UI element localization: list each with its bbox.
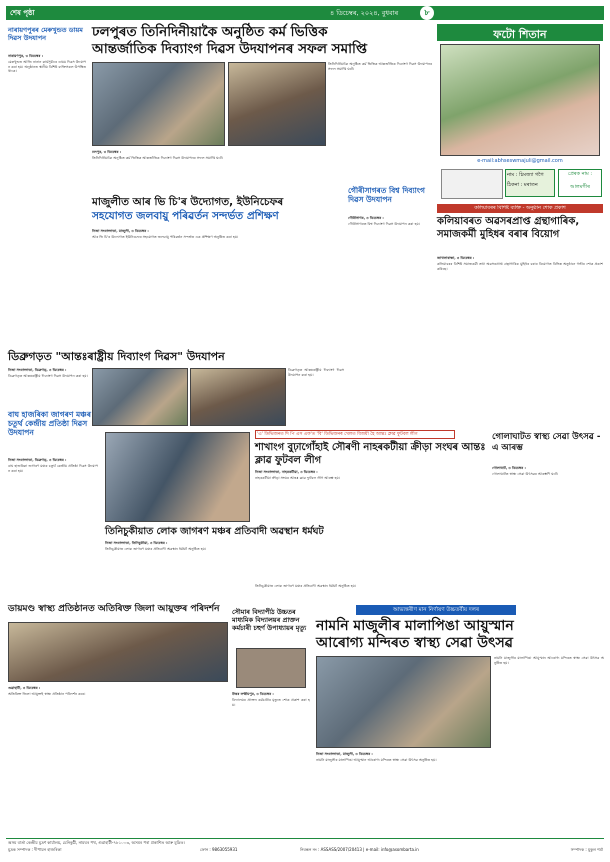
lead-headline-2: আন্তৰ্জাতিক দিব্যাংগ দিৱস উদযাপনৰ সফল সমাপ্তি bbox=[92, 41, 367, 57]
footer-publisher: মুদ্ৰক সম্পাদক : দীপায়ন হাজৰিকা bbox=[8, 847, 62, 852]
second-dateline: নিজা সংবাদদাতা, মাজুলী, ৩ ডিচেম্বৰ : bbox=[92, 229, 149, 233]
second-body: আৰ ভি চি'ৰ উদ্যোগত ইউনিচেফৰ সহযোগত জলবায়ু পৰিৱৰ্তন সন্দৰ্ভত এক প্ৰশিক্ষণ অনুষ্ঠিত কৰা হয়। bbox=[92, 235, 239, 239]
bottom-body-right: নামনি মাজুলীৰ মালাপিঙা আয়ুস্মান আৰোগ্য মন্দিৰত স্বাস্থ্য সেৱা উৎসৱ অনুষ্ঠিত হয়। bbox=[494, 656, 604, 665]
football-banner: 'এ' ডিভিজনত দি পি এস এফ'ত 'বি' ডিভিজনৰ খেলত বিজয়ী হৈ আন্তঃ ক্লাৱ ফুটবল লীগ bbox=[257, 432, 418, 437]
golaghat-dateline: গোলাঘাট, ৩ ডিচেম্বৰ : bbox=[492, 466, 526, 470]
caption-place: ঠিকনা : মৰাতন bbox=[507, 182, 538, 188]
gaurisagar-body: গৌৰীসাগৰত বিশ্ব দিব্যাংগ দিৱস উদযাপন কৰা হয়। bbox=[348, 222, 420, 226]
football-photo bbox=[105, 432, 250, 522]
diamond-body: অতিৰিক্ত জিলা আয়ুক্তই স্বাস্থ্য প্ৰতিষ্ঠান পৰিদৰ্শন কৰে। bbox=[8, 692, 86, 696]
golaghat-body: গোলাঘাটত স্বাস্থ্য সেৱা উৎসৱৰ আৰম্ভণি ঘটে। bbox=[492, 472, 559, 476]
tinsukia-body-2: তিনিচুকীয়াত লোক জাগৰণ মঞ্চৰ প্ৰতিবাদী অৱস্থান ধৰ্মঘট অনুষ্ঠিত হয়। bbox=[255, 584, 356, 588]
bash-body: বাঘ হাজৰিকা জাগৰণ মঞ্চৰ চতুৰ্থ কেন্দ্ৰীয় প্ৰতিষ্ঠা দিৱস উদযাপন কৰা হয়। bbox=[8, 464, 98, 473]
gaurisagar-dateline: গৌৰীসাগৰ, ৩ ডিচেম্বৰ : bbox=[348, 216, 384, 220]
dibrugarh-photo-1 bbox=[92, 368, 188, 426]
football-body: নাহৰকটীয়া ক্ৰীড়া সংঘৰ আন্তঃ ক্লাৱ ফুটবল লীগ আৰম্ভ হয়। bbox=[255, 476, 340, 480]
photo-section-email: e-mail:abhseswmajuli@gmail.com bbox=[477, 158, 563, 164]
lead-headline-1: ঢলপুৰত তিনিদিনীয়াকৈ অনুষ্ঠিত কৰ্ম ভিত্তিক bbox=[92, 24, 328, 40]
school-body: বিদ্যালয়ৰ প্ৰাক্তন কৰ্মচাৰীৰ মৃত্যুত শোক প্ৰকাশ কৰা হয়। bbox=[232, 698, 310, 707]
school-dateline: উত্তৰ লক্ষীমপুৰ, ৩ ডিচেম্বৰ : bbox=[232, 692, 274, 696]
lead-dateline: ঢলপুৰ, ৩ ডিচেম্বৰ : bbox=[92, 150, 122, 154]
football-dateline: নিজা সংবাদদাতা, নাহৰকটীয়া, ৩ ডিচেম্বৰ : bbox=[255, 470, 318, 474]
diamond-dateline: গুৱাহাটী, ৩ ডিচেম্বৰ : bbox=[8, 686, 41, 690]
page-number: ৮ bbox=[420, 6, 434, 20]
dibrugarh-body-2: ডিব্ৰুগড়ত আন্তঃৰাষ্ট্ৰীয় দিব্যাংগ দিৱস উদযাপন কৰা হয়। bbox=[288, 368, 344, 377]
left-col-heading: নাৰায়ণপুৰৰ মেৰুখুন্ডত ডায়ম দিৱস উদযাপন bbox=[8, 26, 83, 42]
masthead-bar bbox=[6, 6, 604, 20]
school-headline: সৌমাৰ বিদ্যাপীঠ উচ্চতৰ মাধ্যমিক বিদ্যালয়ৰ প্ৰাক্তন কৰ্মচাৰী চহুৰ্ণ উপাধ্যায়ৰ মৃত্যু bbox=[232, 608, 307, 632]
left-col-dateline: নাৰায়ণপুৰ, ৩ ডিচেম্বৰ : bbox=[8, 54, 44, 58]
lead-photo-2 bbox=[228, 62, 326, 146]
second-headline-2: সহযোগত জলবায়ু পৰিৱৰ্তন সন্দৰ্ভত প্ৰশিক্ষণ bbox=[92, 210, 279, 222]
diamond-photo bbox=[8, 622, 228, 682]
diamond-headline: ডায়মণ্ড স্বাস্থ্য প্ৰতিষ্ঠানত অতিৰিক্ত জিলা আয়ুক্তৰ পৰিদৰ্শন bbox=[8, 604, 220, 614]
section-label: শেষ পৃষ্ঠা bbox=[10, 9, 35, 17]
football-headline: শাখাংগ বুঢ়াগোঁহাই সৌৰণী নাহৰকটীয়া ক্ৰীড়া সংঘৰ আন্তঃ ক্লাৱ ফুটবল লীগ bbox=[255, 442, 486, 466]
bottom-dateline: নিজা সংবাদদাতা, মাজুলী, ৩ ডিচেম্বৰ : bbox=[316, 752, 373, 756]
dibrugarh-dateline: নিজা সংবাদদাতা, ডিব্ৰুগড়, ৩ ডিচেম্বৰ : bbox=[8, 368, 67, 372]
issue-date: ৪ ডিচেম্বৰ, ২০২৪, বুধবাৰ bbox=[330, 9, 399, 17]
photo-section-title: ফটো শিতান bbox=[493, 28, 547, 41]
bottom-body: নামনি মাজুলীৰ মালাপিঙা আয়ুস্মান আৰোগ্য মন্দিৰত স্বাস্থ্য সেৱা উৎসৱ অনুষ্ঠিত হয়। bbox=[316, 758, 437, 762]
dibrugarh-headline: ডিব্ৰুগড়ত "আন্তঃৰাষ্ট্ৰীয় দিব্যাংগ দিৱস" উদযাপন bbox=[8, 350, 225, 363]
bottom-photo bbox=[316, 656, 491, 748]
sender-name: আলমগীৰ bbox=[570, 184, 590, 190]
footer-editor: সম্পাদক : মুকুল শৰ্মা bbox=[570, 847, 603, 852]
condolence-headline: কলিয়াবৰত অৱসৰপ্ৰাপ্ত গ্ৰন্থাগাৰিক, সমাজকৰ্মী মুহিধৰ বৰাৰ বিয়োগ bbox=[437, 216, 580, 240]
lead-body: তিনিদিনীয়াকৈ অনুষ্ঠিত কৰ্ম ভিত্তিক আন্তৰ্জাতিক দিব্যাংগ দিৱস উদযাপনৰ সফল সমাপ্তি ঘটে। bbox=[92, 156, 224, 160]
photo-small-image bbox=[441, 169, 503, 199]
bash-headline: বাঘ হাজৰিকা জাগৰণ মঞ্চৰ চতুৰ্থ কেন্দ্ৰীয় প্ৰতিষ্ঠা দিৱস উদযাপন bbox=[8, 410, 91, 437]
condolence-body: কলিয়াবৰৰ বিশিষ্ট সমাজকৰ্মী তথা অৱসৰপ্ৰাপ্ত গ্ৰন্থাগাৰিক মুহিধৰ বৰাৰ বিয়োগত বিভিন্ন অনুষ্ঠানে গভীৰ শোক প্ৰকাশ কৰিছে। bbox=[437, 262, 603, 271]
sender-label: প্ৰেৰক নাম : bbox=[567, 171, 593, 177]
footer-phone: ফোন : 9863055931 bbox=[200, 847, 238, 852]
gaurisagar-headline: গৌৰীসাগৰত বিশ্ব দিব্যাংগ দিৱস উদযাপন bbox=[348, 186, 425, 204]
footer-imprint: অসম বাৰ্তা কেন্দ্ৰীয় মুদ্ৰণ কাৰ্যালয়, চেনিকুঠী, নামঘৰ পথ, গুৱাহাটী-৭৮১০০৩, অসমৰ পৰা প্ৰকাশিত আৰু মুদ্ৰিত। bbox=[8, 840, 185, 845]
lead-photo-1 bbox=[92, 62, 225, 146]
bottom-kicker: আভ্যন্তৰীণ মান নিৰ্ণায়ণ উচ্চতৰ্বীয় দলৰ bbox=[393, 607, 479, 613]
photo-section-image bbox=[440, 44, 600, 156]
golaghat-headline: গোলাঘাটত স্বাস্থ্য সেৱা উৎসৱ - এ আৰম্ভ bbox=[492, 432, 601, 453]
tinsukia-headline: তিনিচুকীয়াত লোক জাগৰণ মঞ্চৰ প্ৰতিবাদী অৱস্থান ধৰ্মঘট bbox=[105, 526, 324, 537]
school-portrait bbox=[236, 648, 306, 688]
dibrugarh-body: ডিব্ৰুগড়ত আন্তঃৰাষ্ট্ৰীয় দিব্যাংগ দিৱস উদযাপন কৰা হয়। bbox=[8, 374, 88, 378]
condolence-dateline: জাখলাবান্ধা, ৩ ডিচেম্বৰ : bbox=[437, 256, 475, 260]
dibrugarh-photo-2 bbox=[190, 368, 286, 426]
footer-registration: নিবন্ধন নং : ASSASS/2007/20413 | e-mail: info@asombarta.in bbox=[300, 847, 419, 852]
tinsukia-body: তিনিচুকীয়াত লোক জাগৰণ মঞ্চৰ প্ৰতিবাদী অৱস্থান ধৰ্মঘট অনুষ্ঠিত হয়। bbox=[105, 547, 206, 551]
tinsukia-dateline: নিজা সংবাদদাতা, তিনিচুকীয়া, ৩ ডিচেম্বৰ : bbox=[105, 541, 168, 545]
left-col-body: মেৰুখুন্ডত আজি নানান কাৰ্যসূচীৰে ডায়ম দিৱস উদযাপন কৰা হয়। অনুষ্ঠানত স্থানীয় বিশিষ্ট ব্যক্তিসকল উপস্থিত থাকে। bbox=[8, 60, 86, 74]
bottom-headline-1: নামনি মাজুলীৰ মালাপিঙা আয়ুস্মান bbox=[316, 618, 514, 634]
bash-dateline: নিজা সংবাদদাতা, ডিব্ৰুগড়, ৩ ডিচেম্বৰ : bbox=[8, 458, 67, 462]
lead-body-right: তিনিদিনীয়াকৈ অনুষ্ঠিত কৰ্ম ভিত্তিক আন্তৰ্জাতিক দিব্যাংগ দিৱস উদযাপনৰ সফল সমাপ্তি ঘটে। bbox=[328, 62, 432, 71]
second-headline-1: মাজুলীত আৰ ভি চি'ৰ উদ্যোগত, ইউনিচেফৰ bbox=[92, 196, 284, 208]
caption-name: নাম : চিমজ্যা গগৈ bbox=[507, 172, 544, 178]
condolence-banner: কলিয়াবৰৰ বিশিষ্ট ব্যক্তি - অনুষ্ঠান শোক প্ৰকাশ bbox=[474, 205, 566, 211]
bottom-headline-2: আৰোগ্য মন্দিৰত স্বাস্থ্য সেৱা উৎসৱ bbox=[316, 635, 513, 651]
